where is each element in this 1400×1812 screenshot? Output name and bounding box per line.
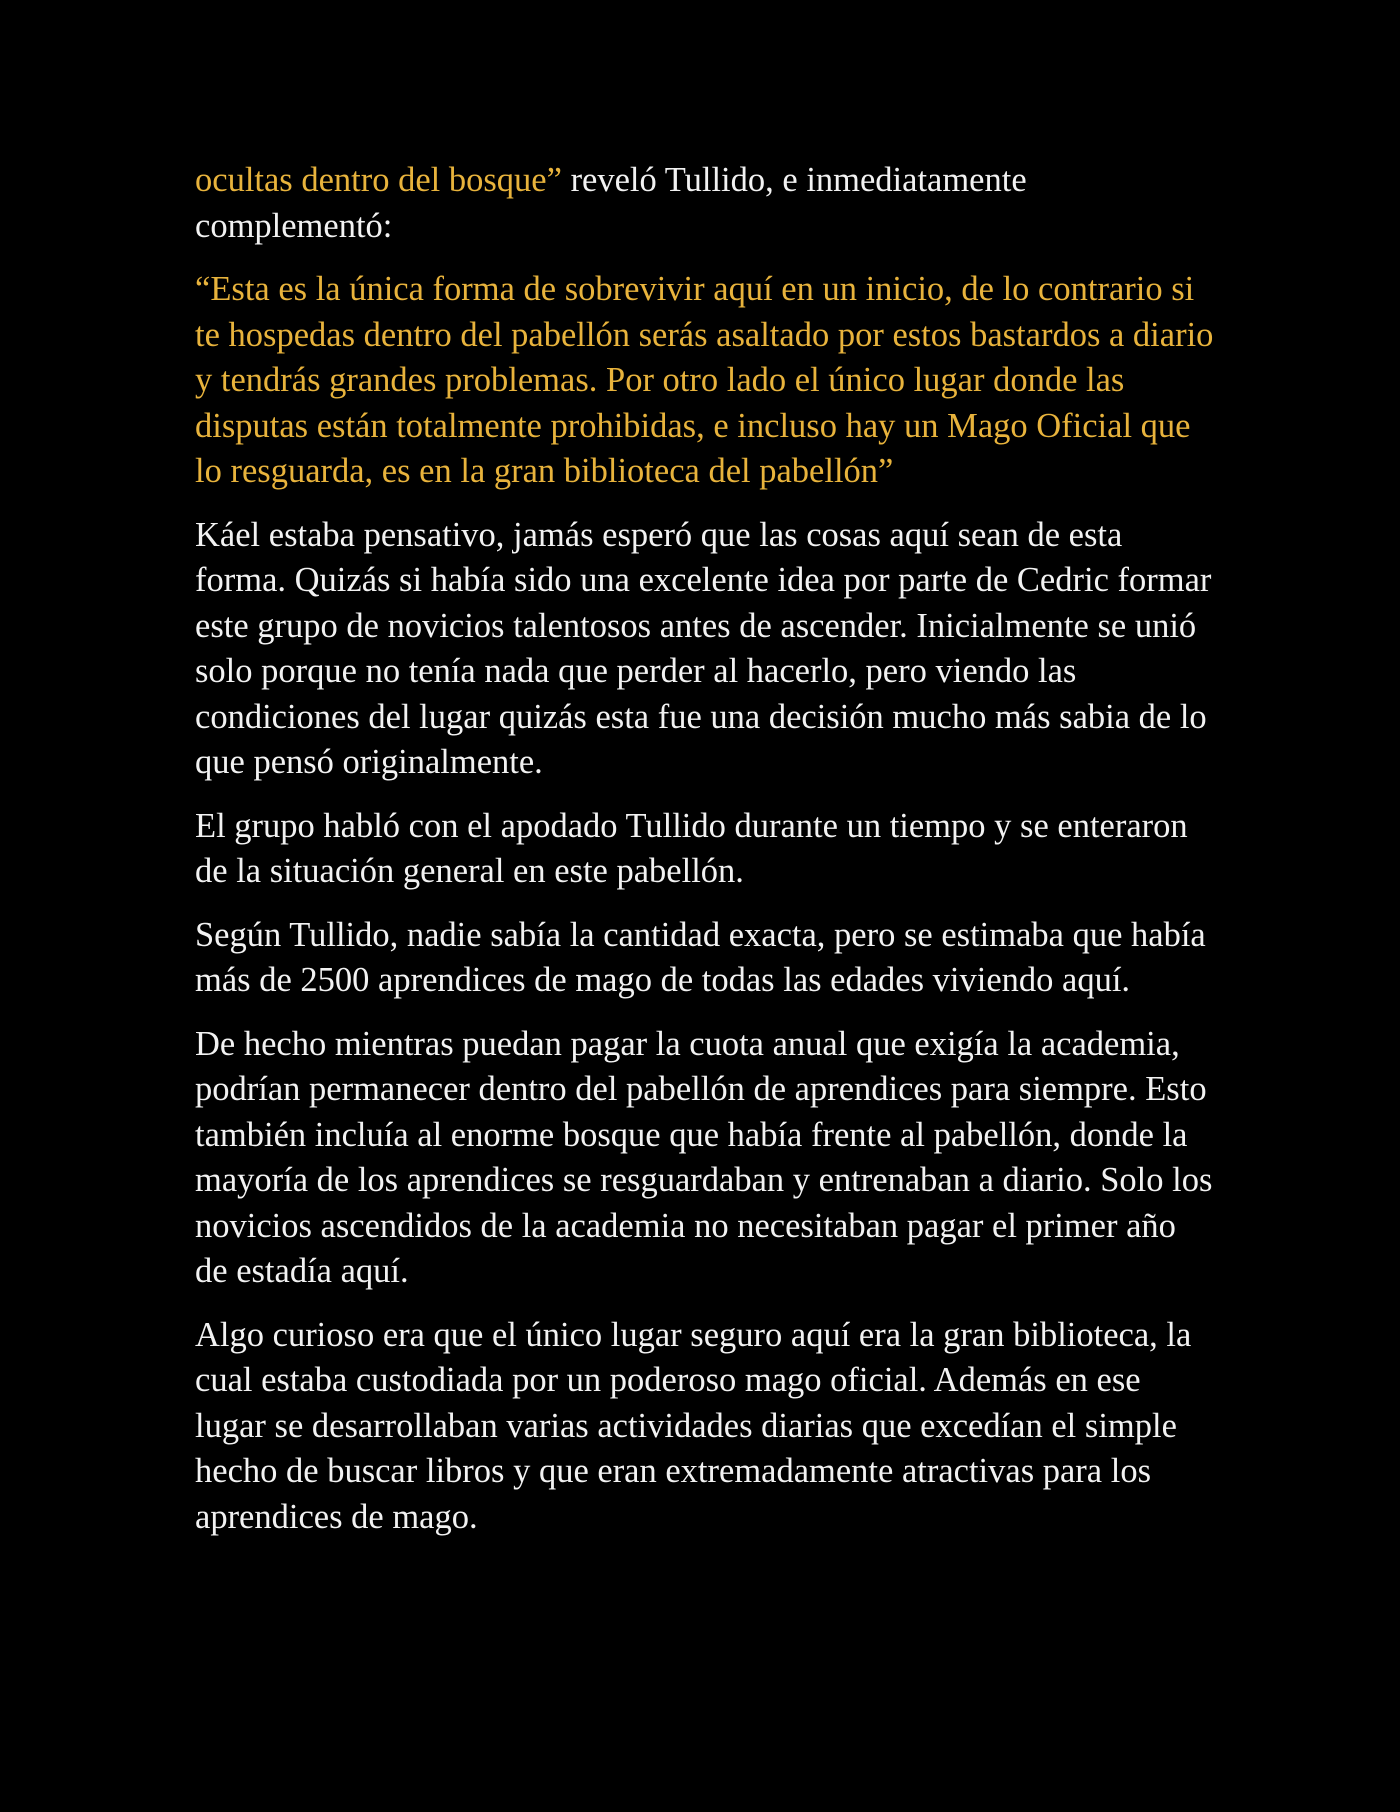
paragraph [195,1313,1215,1541]
paragraph [195,1022,1215,1295]
dialogue-run: “Esta es la única forma de sobrevivir aquí en un inicio, de lo contrario si te hospedas dentro del pabellón serás asaltado por estos bastardos a diario y tendrás grandes problemas. Por otro lado el único lugar donde las disputas están totalmente prohibidas, e incluso hay un Mago Oficial que lo resguarda, es en la gran biblioteca del pabellón” [195,270,1214,490]
dialogue-run: ocultas dentro del bosque” [195,161,562,199]
narration-run: El grupo habló con el apodado Tullido durante un tiempo y se enteraron de la situación general en este pabellón. [195,806,1188,890]
paragraph [195,158,1215,249]
narration-run: De hecho mientras puedan pagar la cuota anual que exigía la academia, podrían permanecer dentro del pabellón de aprendices para siempre. Esto también incluía al enorme bosque que había frente al pabellón, donde la mayoría de los aprendices se resguardaban y entrenaban a diario. Solo los novicios ascendidos de la academia no necesitaban pagar el primer año de estadía aquí. [195,1024,1213,1290]
paragraph [195,513,1215,786]
paragraph [195,267,1215,495]
paragraph [195,913,1215,1004]
narration-run: reveló Tullido, e inmediatamente complementó: [195,161,1027,245]
narration-run: Según Tullido, nadie sabía la cantidad exacta, pero se estimaba que había más de 2500 aprendices de mago de todas las edades viviendo aquí. [195,915,1206,999]
narration-run: Káel estaba pensativo, jamás esperó que las cosas aquí sean de esta forma. Quizás si había sido una excelente idea por parte de Cedric formar este grupo de novicios talentosos antes de ascender. Inicialmente se unió solo porque no tenía nada que perder al hacerlo, pero viendo las condiciones del lugar quizás esta fue una decisión mucho más sabia de lo que pensó originalmente. [195,515,1212,781]
narration-run: Algo curioso era que el único lugar seguro aquí era la gran biblioteca, la cual estaba custodiada por un poderoso mago oficial. Además en ese lugar se desarrollaban varias actividades diarias que excedían el simple hecho de buscar libros y que eran extremadamente atractivas para los aprendices de mago. [195,1315,1192,1536]
paragraph [195,804,1215,895]
document-page [195,158,1215,1558]
